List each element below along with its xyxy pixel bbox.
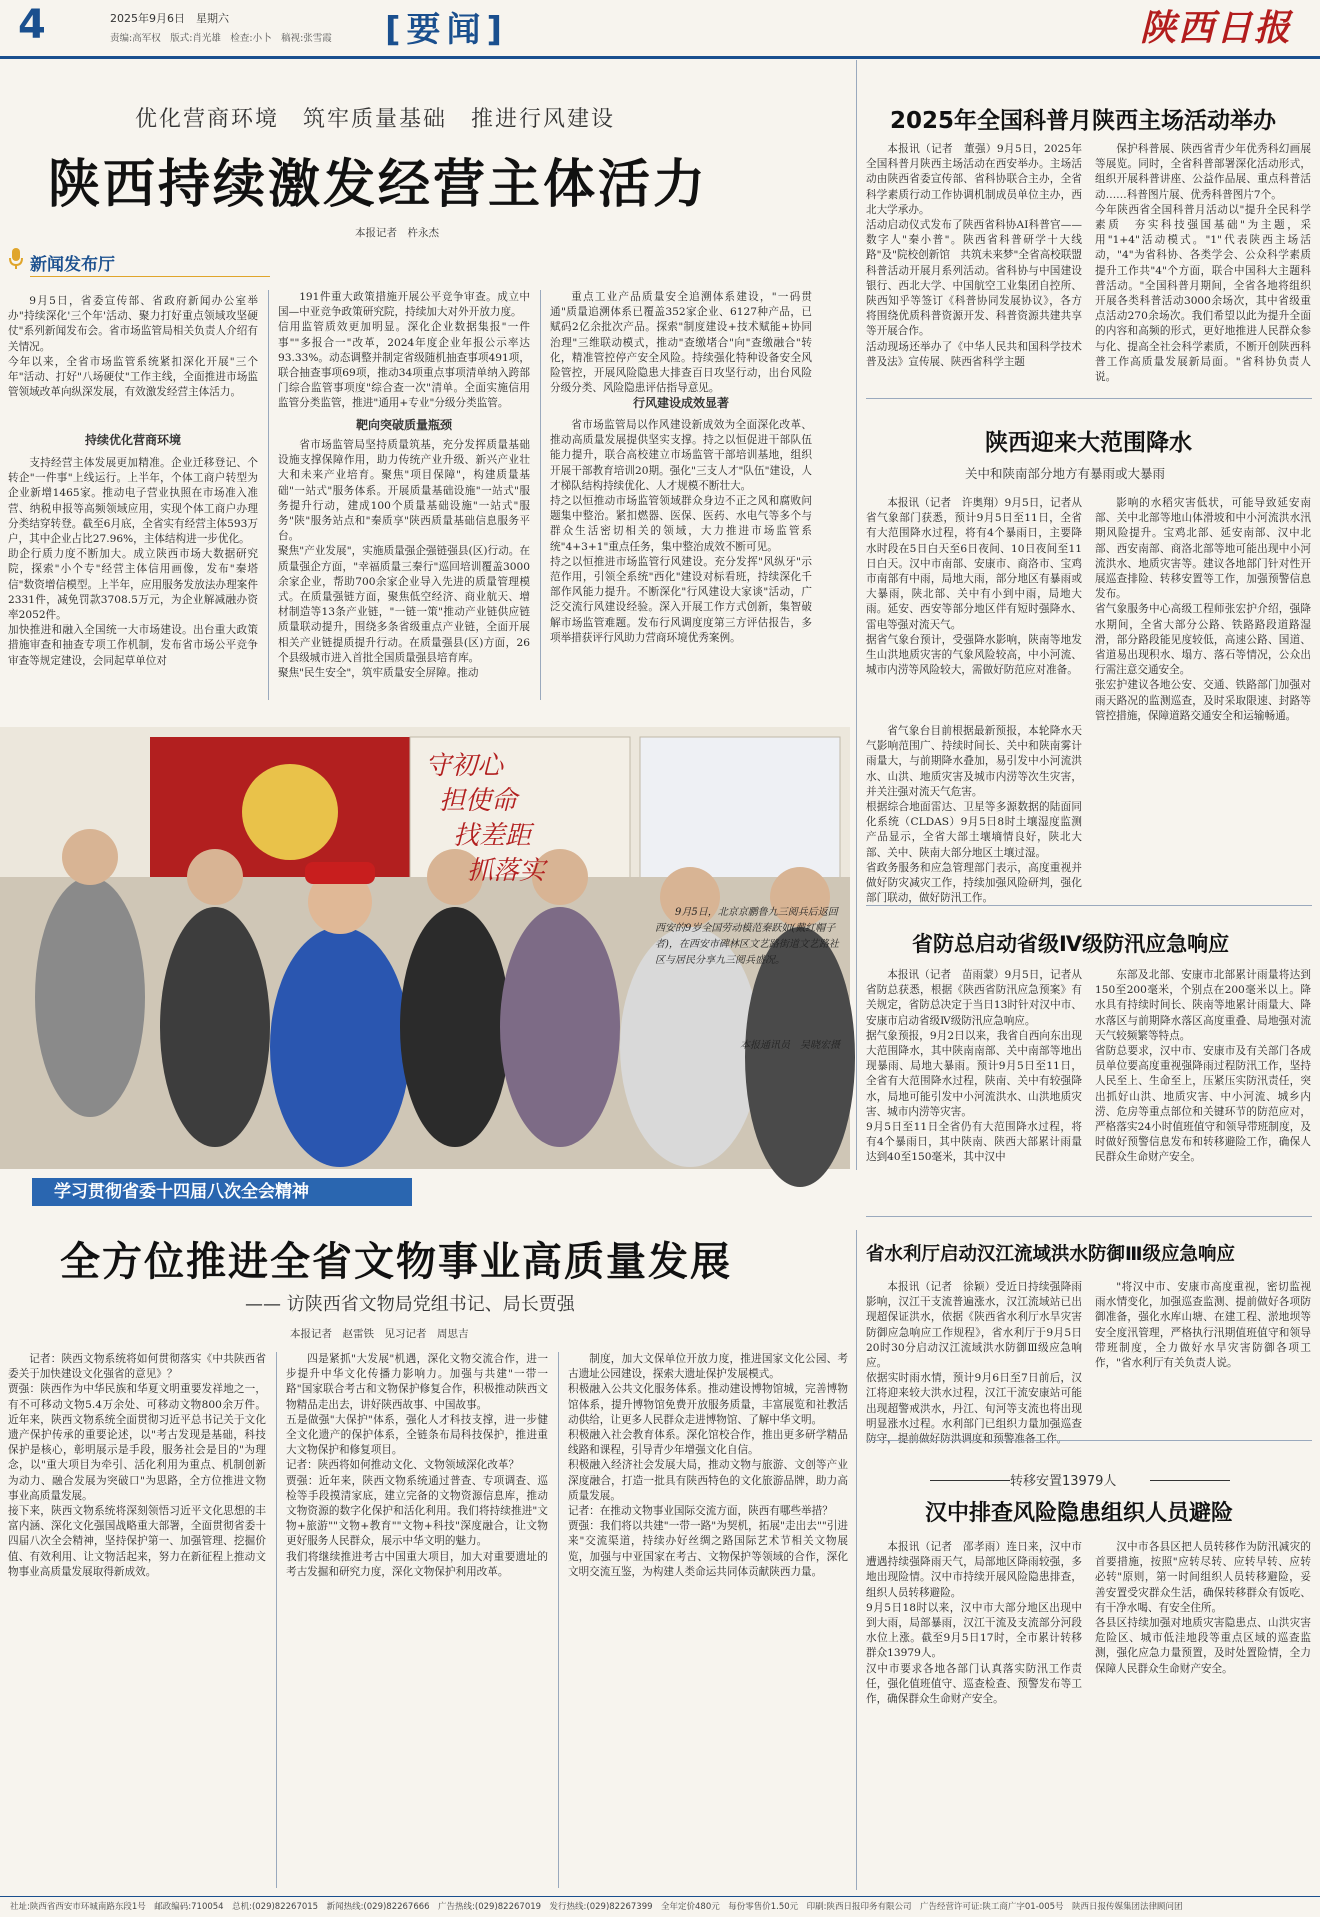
article1-subhead3: 行风建设成效显著 — [632, 396, 729, 410]
article1-tag: 新闻发布厅 — [30, 255, 115, 275]
article1-col1a: 9月5日，省委宣传部、省政府新闻办公室举办"持续深化'三个年'活动、聚力打好重点领域攻坚硬仗"系列新闻发布会。省市场监管局相关负责人介绍有关情况。 今年以来，全省市场监管系统紧扣深化开展"三个年"活动、打好"八场硬仗"工作主线，全面推进市场监管领域改革向纵深发展，有效激发经营主体活力。 — [8, 295, 258, 399]
article3-colA: 本报讯（记者 许奥翔）9月5日，记者从省气象部门获悉，预计9月5日至11日，全省有大范围降水过程，将有4个暴雨日，主要降水时段在5日白天至6日夜间、10日夜间至11日白天。汉中市南部、安康市、商洛市、宝鸡市南部有中雨，局地大雨，部分地区有暴雨或大暴雨，陕北部、关中有小到中雨，局地大雨。延安、西安等部分地区伴有短时强降水、雷电等强对流天气。 据省气象台预计，受强降水影响，陕南等地发生山洪地质灾害的气象风险较高，中小河流、城市内涝等风险较大，需做好防范应对准备。 — [866, 497, 1082, 677]
article2-colA: 本报讯（记者 董强）9月5日，2025年全国科普月陕西主场活动在西安举办。主场活动由陕西省委宣传部、省科协联合主办，全省科学素质行动工作协调机制成员单位主办，西北大学承办。 活动启动仪式发布了陕西省科协AI科普官——数字人"秦小普"。陕西省科普研学十大线路"及"院校创新馆 共筑未来梦"全省高校联盟科普活动开展月系列活动。省科协与中国建设银行、西北大学、中国航空工业集团自控所、陕西知乎等签订《科普协同发展协议》，各方将围绕优质科普资源开发、科普资源共建共享等开展合作。 活动现场还举办了《中华人民共和国科学技术普及法》宣传展、陕西省科学主题 — [866, 143, 1082, 368]
article5-colB: "将汉中市、安康市高度重视，密切监视雨水情变化，加强巡查监测、提前做好各项防御准备，强化水库山塘、在建工程、淤地坝等安全度汛管理，严格执行汛期值班值守和领导带班制度，全力做好水旱灾害防御各项工作，"省水利厅有关负责人说。 — [1095, 1281, 1311, 1370]
article7-byline: 本报记者 赵雷铁 见习记者 周思吉 — [290, 1328, 469, 1340]
article3-subtitle: 关中和陕南部分地方有暴雨或大暴雨 — [965, 466, 1166, 481]
column-divider — [268, 290, 269, 700]
column-divider — [558, 1352, 559, 1888]
section-title: [要闻] — [385, 10, 509, 50]
article3-colC: 影响的水稻灾害低状，可能导致延安南部、关中北部等地山体滑坡和中小河流洪水汛期风险提升。宝鸡北部、延安南部、汉中北部、西安南部、商洛北部等地可能出现中小河流洪水、地质灾害等。建议各地部门针对性开展巡查排险、转移安置等工作，加强预警信息发布。 省气象服务中心高级工程师张宏护介绍，强降水期间，全省大部分公路、铁路路段道路湿滑，部分路段能见度较低，高速公路、国道、省道易出现积水、塌方、落石等情况，公众出行需注意交通安全。 张宏护建议各地公安、交通、铁路部门加强对雨天路况的监测巡查，及时采取限速、封路等管控措施，保障道路交通安全和运输畅通。 — [1095, 497, 1311, 722]
article6-title: 汉中排查风险隐患组织人员避险 — [925, 1501, 1234, 1526]
sign-line: 担使命 — [439, 786, 518, 816]
article1-subhead1: 持续优化营商环境 — [84, 433, 181, 447]
newspaper-logo: 陕西日报 — [1140, 7, 1293, 49]
article7-subtitle: —— 访陕西省文物局党组书记、局长贾强 — [245, 1294, 575, 1315]
article4-colA: 本报讯（记者 苗雨蒙）9月5日，记者从省防总获悉，根据《陕西省防汛应急预案》有关规定，省防总决定于当日13时针对汉中市、安康市启动省级Ⅳ级防汛应急响应。 据气象预报，9月2日以来，我省自西向东出现大范围降水，其中陕南南部、关中南部等地出现暴雨、局地大暴雨。预计9月5日至11日，全省有大范围降水过程，陕南、关中有较强降水，局地可能引发中小河流洪水、山洪地质灾害、城市内涝等灾害。 9月5日至11日全省仍有大范围降水过程，将有4个暴雨日，其中陕南、陕西大部累计雨量达到40至150毫米，其中汉中 — [866, 969, 1082, 1164]
article1-subhead2: 靶向突破质量瓶颈 — [355, 418, 452, 432]
article4-title: 省防总启动省级Ⅳ级防汛应急响应 — [912, 932, 1230, 956]
page-footer: 社址:陕西省西安市环城南路东段1号 邮政编码:710054 总机:(029)82267015 新闻热线:(029)82267666 广告热线:(029)82267019 发行热线:(029)82267399 全年定价480元 每份零售价1.50元 印刷:陕西日报印务有限公司 广告经营许可证:陕工商广字01-005号 陕西日报传媒集团法律顾问团 — [0, 1896, 1320, 1917]
column-divider — [540, 290, 541, 700]
article1-col3a: 重点工业产品质量安全追溯体系建设，"一码贯通"质量追溯体系已覆盖352家企业、6127种产品，已赋码2亿余批次产品。探索"制度建设+技术赋能+协同治理"三维联动模式，推动"查缴堵合"向"查缴融合"转化，精准管控停产安全风险。持续强化特种设备安全风险管控，开展风险隐患大排查百日攻坚行动，出台风险分级分类、风险隐患评估指导意见。 — [550, 291, 812, 395]
article7-colA: 记者：陕西文物系统将如何贯彻落实《中共陕西省委关于加快建设文化强省的意见》？ 贾强：陕西作为中华民族和华夏文明重要发祥地之一，有不可移动文物5.4万余处、可移动文物800余万件。近年来，陕西文物系统全面贯彻习近平总书记关于文化遗产保护传承的重要论述，以"考古发现是基础，科技保护是核心，彰明展示是手段，服务社会是目的"为理念，以"重大项目为牵引、活化利用为重点、机制创新为动力、融合发展为突破口"为思路，全方位推进文物事业高质量发展。 接下来，陕西文物系统将深刻领悟习近平文化思想的丰富内涵、深化文化强国战略重大部署，全面贯彻省委十四届八次全会精神，坚持保护第一、加强管理、挖掘价值、有效利用、让文物活起来，努力在新征程上推动文物事业高质量发展取得新成效。 — [8, 1353, 266, 1578]
article7-colB: 四是紧抓"大发展"机遇，深化文物交流合作，进一步提升中华文化传播力影响力。加强与共建"一带一路"国家联合考古和文物保护修复合作，积极推动陕西文物精品走出去，讲好陕西故事、中国故事。 五是做强"大保护"体系，强化人才科技支撑，进一步健全文化遗产的保护体系，全链条布局科技保护，推进重大文物保护和修复项目。 记者：陕西将如何推动文化、文物领域深化改革？ 贾强：近年来，陕西文物系统通过普查、专项调查、巡检等手段摸清家底，建立完备的文物资源信息库，推动文物资源的数字化保护和活化利用。我们将持续推进"文物+旅游""文物+教育""文物+科技"深度融合，让文物更好服务人民群众，展示中华文明的魅力。 我们将继续推进考古中国重大项目，加大对重要遗址的考古发掘和研究力度，深化文物保护利用改革。 — [286, 1353, 548, 1578]
section-divider — [866, 398, 1312, 399]
article5-title: 省水利厅启动汉江流域洪水防御Ⅲ级应急响应 — [866, 1244, 1235, 1265]
article1-col2b: 省市场监管局坚持质量筑基，充分发挥质量基础设施支撑保障作用，助力传统产业升级、新兴产业壮大和未来产业培育。聚焦"项目保障"，构建质量基础"一站式"服务体系。开展质量基础设施"一站式"服务提升行动，建成100个质量基础设施"一站式"服务"陕"服务站点和"秦质享"陕西质量基础信息服务平台。 聚焦"产业发展"，实施质量强企强链强县(区)行动。在质量强企方面，"幸福质量三秦行"巡回培训覆盖3000余家企业，帮助700余家企业导入先进的质量管理模式。在质量强链方面，聚焦低空经济、商业航天、增材制造等13条产业链，"一链一策"推动产业链供应链质量联动提升，围绕多条省级重点产业链，全面开展相关产业链提质提升行动。在质量强县(区)方面，26个县级城市进入首批全国质量强县培育库。 聚焦"民生安全"，筑牢质量安全屏障。推动 — [278, 439, 530, 680]
photo-caption: 9月5日，北京京鹏鲁九三阅兵后返回西安的9岁全国劳动模范秦跃如(戴红帽子者)，在西安市碑林区文艺路街道文艺路社区与居民分享九三阅兵盛况。 — [655, 907, 839, 966]
article2-title: 2025年全国科普月陕西主场活动举办 — [890, 108, 1277, 134]
column-divider — [276, 1352, 277, 1888]
article7-title: 全方位推进全省文物事业高质量发展 — [60, 1239, 732, 1285]
article1-col2: 191件重大政策措施开展公平竞争审查。成立中国—中亚竞争政策研究院，持续加大对外开放力度。 信用监管质效更加明显。深化企业数据集报"一件事""多报合一"改革，2024年度企业年报公示率达93.33%。动态调整并制定省级随机抽查事项491项，联合抽查事项69项，推动34项重点事项清单纳入跨部门综合监管事项度"综合查一次"清单。全面实施信用监管分类监管，推进"通用+专业"分级分类监管。 — [278, 291, 530, 410]
article5-colA: 本报讯（记者 徐颖）受近日持续强降雨影响，汉江干支流普遍涨水，汉江流域站已出现超保证洪水，依据《陕西省水利厅水旱灾害防御应急响应工作规程》，省水利厅于9月5日20时30分启动汉江流域洪水防御Ⅲ级应急响应。 依据实时雨水情，预计9月6日至7日前后，汉江将迎来较大洪水过程，汉江干流安康站可能出现超警戒洪水，丹江、旬河等支流也将出现明显涨水过程。水利部门已组织力量加强巡查 — [866, 1281, 1082, 1430]
article1-kicker: 优化营商环境 筑牢质量基础 推进行风建设 — [135, 107, 616, 132]
tag-underline — [30, 276, 270, 277]
column-divider — [856, 1230, 857, 1890]
sign-line: 抓落实 — [467, 856, 546, 886]
section-divider — [866, 905, 1312, 906]
column-divider — [856, 60, 857, 1170]
sign-line: 找差距 — [453, 821, 532, 851]
article1-byline: 本报记者 杵永杰 — [355, 227, 439, 239]
series-banner: 学习贯彻省委十四届八次全会精神 — [32, 1178, 412, 1206]
article6-kicker: 转移安置13979人 — [1010, 1474, 1117, 1489]
article6-colA: 本报讯（记者 邵孝雨）连日来，汉中市遭遇持续强降雨天气，局部地区降雨较强，多地出现险情。汉中市持续开展风险隐患排查，组织人员转移避险。 9月5日18时以来，汉中市大部分地区出现中到大雨，局部暴雨，汉江干流及支流部分河段水位上涨。截至9月5日17时，全市累计转移群众13979人。 汉中市要求各地各部门认真落实防汛工作责任，强化值班值守、巡查检查、预警发布等工作，确保群众生命财产安全。 — [866, 1541, 1082, 1706]
section-divider — [866, 1216, 1312, 1217]
article2-colB: 保护科普展、陕西省青少年优秀科幻画展等展览。同时，全省科普部署深化活动形式，组织开展科普讲座、公益作品展、重点科普活动……科普图片展、优秀科普图片7个。 今年陕西省全国科普月活动以"提升全民科学素质 夯实科技强国基础"为主题，采用"1+4"活动模式。"1"代表陕西主场活动，"4"为省科协、各类学会、公众科学素质提升工作共"4"个方面，联合中国科大主题科普活动。"全国科普月期间，全省各地将组织开展各类科普活动3000余场次，其中省级重点活动270余场次。我们希望以此为提升全面的内容和高频的形式，更好地推进人民群众参与化、提高全社会科学素质，不断开创陕西科普工作高质量发展新局面。"省科协负责人说。 — [1095, 143, 1311, 384]
sign-line: 守初心 — [425, 751, 504, 781]
article3-colB: 省气象台目前根据最新预报，本轮降水天气影响范围广、持续时间长、关中和陕南雾计雨量大，与前期降水叠加，易引发中小河流洪水、山洪、地质灾害及城市内涝等次生灾害，并关注强对流天气危害。 根据综合地面雷达、卫星等多源数据的陆面同化系统（CLDAS）9月5日8时土壤湿度监测产品显示，全省大部土壤墒情良好，陕北大部、关中、陕南大部分地区土壤过湿。 省政务服务和应急管理部门表示，高度重视并做好防灾减灾工作，持续加强风险研判，强化部门联动，做好防汛工作。 — [866, 725, 1082, 905]
kicker-rule-right — [1150, 1480, 1230, 1481]
article1-col1b: 支持经营主体发展更加精准。企业迁移登记、个转企"一件事"上线运行。上半年，个体工商户转型为企业新增1465家。推动电子营业执照在市场准入准营、纳税申报等高频领域应用，实现个体工商户办理分类结穿转登。截至6月底，全省实有经营主体593万户，其中企业占比27.96%，主体结构进一步优化。 助企行质力度不断加大。成立陕西市场大数据研究院，探索"小个专"经营主体信用画像，发布"秦塔信"数资增信模型。上半年，应用服务发放法办理案件2331件，减免罚款3708.5万元，为企业解减融办资率2052件。 加快推进和融入全国统一大市场建设。出台重大政策措施审查和抽查专项工作机制，发布省市场公平竞争审查等规定建设，会同起草单位对 — [8, 457, 258, 667]
article7-colC: 制度，加大文保单位开放力度，推进国家文化公园、考古遗址公园建设，探索大遗址保护发展模式。 积极融入公共文化服务体系。推动建设博物馆城，完善博物馆体系，提升博物馆免费开放服务质量，丰富展览和社教活动供给，让更多人民群众走进博物馆、了解中华文明。 积极融入社会教育体系。深化馆校合作，推出更多研学精品线路和课程，引导青少年增强文化自信。 积极融入经济社会发展大局，推动文物与旅游、文创等产业深度融合，打造一批具有陕西特色的文化旅游品牌，助力高质量发展。 记者：在推动文物事业国际交流方面，陕西有哪些举措？ 贾强：我们将以共建"一带一路"为契机，拓展"走出去""引进来"交流渠道，持续办好丝绸之路国际艺术节相关文物展览，加强与中亚国家在考古、文物保护等领域的合作，深化文明交流互鉴，为构建人类命运共同体贡献陕西力量。 — [568, 1353, 848, 1578]
microphone-icon — [8, 247, 24, 271]
article6-colB: 汉中市各县区把人员转移作为防汛减灾的首要措施，按照"应转尽转、应转早转、应转必转"原则，第一时间组织人员转移避险，妥善安置受灾群众生活，确保转移群众有饭吃、有干净水喝、有安全住所。 各县区持续加强对地质灾害隐患点、山洪灾害危险区、城市低洼地段等重点区域的巡查监测，强化应急力量预置，及时处置险情，全力保障人民群众生命财产安全。 — [1095, 1541, 1311, 1675]
kicker-rule-left — [930, 1480, 1010, 1481]
article3-title: 陕西迎来大范围降水 — [985, 430, 1192, 456]
article1-col3b: 省市场监管局以作风建设新成效为全面深化改革、推动高质量发展提供坚实支撑。持之以恒促进干部队伍能力提升，联合高校建立市场监管干部培训基地，组织开展干部教育培训20期。强化"三支人才"队伍"建设，人才梯队结构持续优化、人才规模不断壮大。 持之以恒推动市场监管领域群众身边不正之风和腐败问题集中整治。紧扣燃器、医保、医药、水电气等多个与群众生活密切相关的领域，大力推进市场监管系统"4+3+1"重点任务，集中整治成效不断可见。 持之以恒推进市场监管行风建设。充分发挥"风纵牙"示范作用，引领全系统"西化"建设对标看班，持续深化千部作风能力提升。不断深化"行风建设大家谈"活动，广泛交流行风建设经验。深入开展工作方式创新，集智破解市场监管难题。发布行风调度度第三方评估报告，多项举措获评行风助力营商环境优秀案例。 — [550, 419, 812, 644]
page-number: 4 — [18, 2, 46, 48]
slogan-sign — [425, 749, 545, 889]
section-divider — [866, 1440, 1312, 1441]
photo-credit: 本报通讯员 吴晓宏摄 — [740, 1040, 840, 1051]
article1-title: 陕西持续激发经营主体活力 — [48, 155, 709, 215]
issue-date: 2025年9月6日 星期六 — [110, 12, 229, 25]
article4-colB: 东部及北部、安康市北部累计雨量将达到150至200毫米，个别点在200毫米以上。降水具有持续时间长、陕南等地累计雨量大、降水落区与前期降水落区高度重叠、局地强对流天气较频繁等特点。 省防总要求，汉中市、安康市及有关部门各成员单位要高度重视强降雨过程防汛工作，坚持人民至上、生命至上，压紧压实防汛责任，突出抓好山洪、地质灾害、中小河流、城乡内涝、危房等重点部位和关键环节的防范应对，严格落实24小时值班值守和领导带班制度，及时做好预警信息发布和转移避险工作，确保人民群众生命财产安全。 — [1095, 969, 1311, 1164]
editors-line: 责编:高军权 版式:肖光雄 检查:小卜 稿视:张雪霞 — [110, 33, 332, 44]
